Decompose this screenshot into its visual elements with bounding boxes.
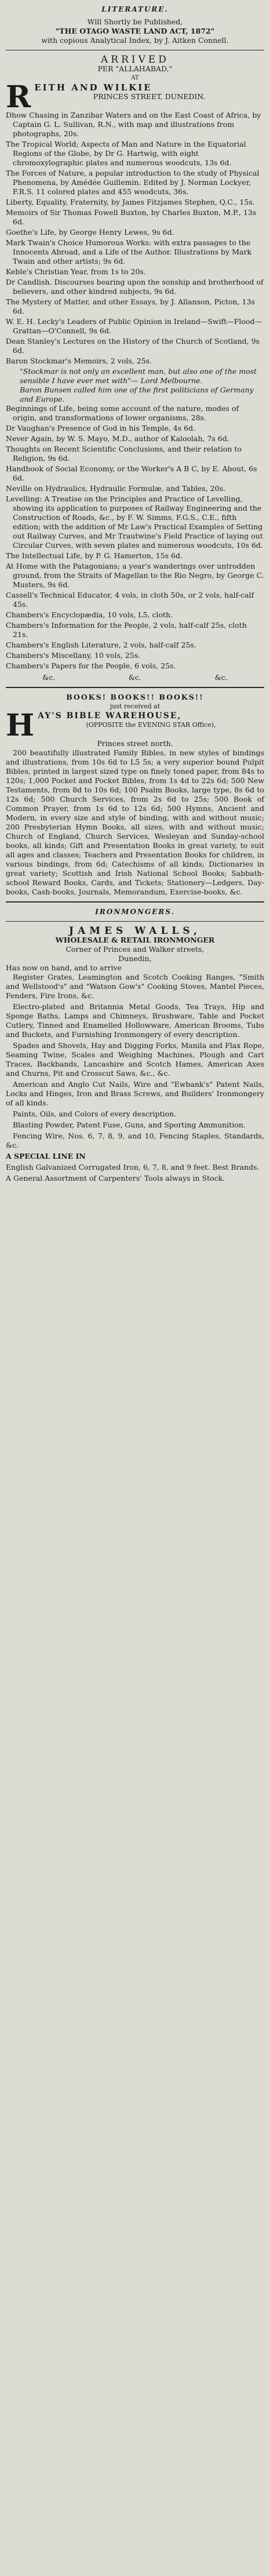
literature-heading: LITERATURE.: [101, 5, 169, 13]
book-item: Baron Stockmar's Memoirs, 2 vols, 25s.: [6, 356, 152, 365]
walls-has-now: Has now on hand, and to arrive: [6, 963, 122, 972]
book-item: Dr Vaughan's Presence of God in his Temple, 4s 6d.: [6, 424, 196, 432]
etc-mark: &c.: [214, 673, 228, 682]
book-item: The Forces of Nature, a popular introduction to the study of Physical Phenomena, by Amédée Guillemin. Edited by J. Norman Lockyer, F.R.S. 11 colored plates and 455 woodcuts, 36s.: [6, 169, 260, 196]
book-item: Beginnings of Life, being some account of the nature, modes of origin, and transformations of lower organisms, 28s.: [6, 404, 239, 422]
book-item: Never Again, by W. S. Mayo, M.D., author of Kaloolah, 7s 6d.: [6, 434, 229, 443]
bible-paragraph: 200 beautifully illustrated Family Bibles, in new styles of bindings and illustrations, from 10s 6d to L5 5s; a very superior bound Pulpit Bibles, printed in largest sized type on finely toned paper, from 84s to 120s; 1,000 Pocket and Pocket Bibles, from 1s 4d to 22s 6d; 500 New Testaments, from 8d to 10s 6d; 100 Psalm Books, large type, 8s 6d to 12s 6d; 500 Church Services, from 2s 6d to 25s; 500 Book of Common Prayer, from 1s 6d to 12s 6d; 500 Hymns, Ancient and Modern, in every size and style of binding, with and without music; 200 Presbyterian Hymn Books, all sizes, with and without music; Church of England, Church Services, Wesleyan and Sunday-school books, all kinds; Gift and Presentation Books in great variety, to suit all ages and classes; Teachers and Presentation Books for children, in various bindings, from 6d; Catechisms of all kinds; Dictionaries in great variety; Scottish and Irish National School Books; Sabbath-school Reward Books, Cards, and Tickets; Stationery—Ledgers, Day-books, Cash-books, Journals, Memorandum, Exercise-books, &c.: [6, 748, 264, 896]
arrived-label: ARRIVED: [101, 54, 169, 66]
book-item: Dr Candlish. Discourses bearing upon the sonship and brotherhood of believers, and other kindred subjects, 9s 6d.: [6, 278, 264, 296]
book-item: Keble's Christian Year, from 1s to 20s.: [6, 267, 146, 276]
book-list-2: [6, 404, 264, 671]
walls-body: [6, 973, 264, 1183]
bible-opposite: (OPPOSITE the EVENING STAR Office),: [86, 721, 216, 729]
book-item: The Intellectual Life, by P. G. Hamerton, 15s 6d.: [6, 551, 183, 560]
book-item: Neville on Hydraulics, Hydraulic Formulæ, and Tables, 20s.: [6, 484, 225, 493]
divider: [6, 921, 264, 922]
walls-paragraph: A General Assortment of Carpenters' Tools always in Stock.: [6, 1174, 225, 1183]
firm-address: PRINCES STREET, DUNEDIN.: [93, 92, 206, 101]
walls-paragraph: American and Anglo Cut Nails, Wire and "Ewbank's" Patent Nails, Locks and Hinges, Iron and Brass Screws, and Builders' Ironmongery of all kinds.: [6, 1080, 264, 1107]
book-item: Thoughts on Recent Scientific Conclusions, and their relation to Religion, 9s 6d.: [6, 445, 242, 463]
lit-intro: [6, 17, 264, 45]
walls-paragraph: Fencing Wire, Nos. 6, 7, 8, 9, and 10, Fencing Staples, Standards, &c.: [6, 1131, 264, 1149]
walls-paragraph: Spades and Shovels, Hay and Digging Forks, Manila and Flax Rope, Seaming Twine, Scales and Weighing Machines, Plough and Cart Traces, Backbands, Lancashire and Scotch Hames, American Axes and Churns, Pit and Crosscut Saws, &c., &c.: [6, 1041, 264, 1078]
walls-paragraph: Register Grates, Leamington and Scotch Cooking Ranges, "Smith and Wellstood's" and "Watson Gow's" Cooking Stoves, Mantel Pieces, Fenders, Fire Irons, &c.: [6, 973, 264, 1000]
book-item: Chambers's Encyclopædia, 10 vols, L5, cloth.: [6, 610, 173, 619]
firm-heading: [6, 79, 264, 115]
walls-paragraph: English Galvanized Corrugated Iron, 6, 7, 8, and 9 feet. Best Brands.: [6, 1163, 260, 1171]
book-item: Chambers's Miscellany, 10 vols, 25s.: [6, 651, 141, 660]
bible-firm-name: AY'S BIBLE WAREHOUSE,: [38, 711, 182, 721]
book-item: Chambers's Papers for the People, 6 vols, 25s.: [6, 661, 176, 670]
bible-dropcap: H: [6, 708, 35, 743]
walls-paragraph: Paints, Oils, and Colors of every description.: [13, 1109, 177, 1118]
walls-name: JAMES WALLS,: [69, 925, 201, 937]
walls-trade: WHOLESALE & RETAIL IRONMONGER: [55, 936, 215, 944]
book-item: At Home with the Patagonians; a year's wanderings over untrodden ground, from the Straits of Magellan to the Rio Negro, by George C. Musters, 9s 6d.: [6, 562, 264, 589]
etc-mark: &c.: [128, 673, 142, 682]
arrival-block: [6, 54, 264, 115]
etc-mark: &c.: [42, 673, 56, 682]
quote-attribution: Lord Melbourne.: [140, 376, 203, 385]
book-item: Liberty, Equality, Fraternity, by James Fitzjames Stephen, Q.C., 15s.: [6, 198, 255, 206]
divider: [6, 901, 264, 903]
book-item: Chambers's English Literature, 2 vols, half-calf 25s.: [6, 641, 196, 649]
book-item: Mark Twain's Choice Humorous Works: with extra passages to the Innocents Abroad, and a Life of the Author. Illustrations by Mark Twain and other artists; 9s 6d.: [6, 238, 252, 265]
book-item: Dhow Chasing in Zanzibar Waters and on the East Coast of Africa, by Captain G. L. Sullivan, R.N., with map and illustrations from photographs, 20s.: [6, 111, 261, 138]
walls-paragraph: Blasting Powder, Patent Fuse, Guns, and Sporting Ammunition.: [13, 1120, 246, 1129]
at-label: AT: [131, 75, 139, 81]
book-item: Dean Stanley's Lectures on the History of the Church of Scotland, 9s 6d.: [6, 337, 260, 355]
intro-line3: with copious Analytical Index, by J. Aitken Connell.: [41, 36, 229, 45]
book-item: Goethe's Life, by George Henry Lewes, 9s 6d.: [6, 228, 174, 237]
etc-row: [6, 673, 264, 682]
book-item: W. E. H. Lecky's Leaders of Public Opinion in Ireland—Swift—Flood—Grattan—O'Connell, 9s 6d.: [6, 317, 262, 335]
book-item: Levelling: A Treatise on the Principles and Practice of Levelling, showing its application to purposes of Railway Engineering and the Construction of Roads, &c., by F. W. Simms, F.G.S., C.E., fifth edition; with the addition of Mr Law's Practical Examples of Setting out Railway Curves, and Mr Trautwine's Field Practice of laying out Circular Curves, with seven plates and numerous woodcuts, 10s 6d.: [6, 494, 263, 550]
book-item: The Tropical World; Aspects of Man and Nature in the Equatorial Regions of the Globe, by Dr G. Hartwig, with eight chromoxylographic plates and numerous woodcuts, 13s 6d.: [6, 140, 246, 167]
bible-body: [6, 748, 264, 897]
just-received: just received at: [110, 703, 160, 710]
walls-special-line: A SPECIAL LINE IN: [6, 1152, 86, 1160]
walls-corner: Corner of Princes and Walker streets,: [65, 945, 205, 954]
quote-text2: Baron Bunsen called him one of the first politicians of Germany and Europe.: [20, 385, 254, 403]
book-item: The Mystery of Matter, and other Essays, by J. Allanson, Picton, 13s 6d.: [6, 297, 255, 315]
walls-paragraph: Electro-plated and Britannia Metal Goods, Tea Trays, Hip and Sponge Baths, Lamps and Chimneys, Brushware, Table and Pocket Cutlery, Tinned and Enamelled Hollowware, American Brooms, Tubs and Buckets, and Furnishing Ironmongery of every description.: [6, 1002, 264, 1039]
book-item: Handbook of Social Economy, or the Worker's A B C, by E. About, 6s 6d.: [6, 464, 257, 482]
book-item: Cassell's Technical Educator, 4 vols, in cloth 50s, or 2 vols, half-calf 45s.: [6, 591, 254, 609]
bible-warehouse-ad: [6, 693, 264, 897]
intro-line1: Will Shortly be Published,: [87, 17, 183, 26]
firm-dropcap: R: [6, 79, 31, 115]
book-list: [6, 111, 264, 366]
books-headline: BOOKS! BOOKS!! BOOKS!!: [66, 693, 204, 701]
firm-name: EITH AND WILKIE: [34, 82, 152, 93]
book-item: Memoirs of Sir Thomas Fowell Buxton, by Charles Buxton, M.P., 13s 6d.: [6, 208, 257, 226]
intro-line2: "THE OTAGO WASTE LAND ACT, 1872": [55, 27, 215, 35]
divider: [6, 687, 264, 688]
bible-firm-heading: [6, 708, 264, 743]
stockmar-quote: [6, 367, 264, 404]
walls-city: Dunedin,: [118, 954, 152, 963]
newspaper-column: [6, 0, 264, 1183]
per-ship: PER "ALLAHABAD,": [97, 64, 173, 73]
book-item: Chambers's Information for the People, 2 vols, half-calf 25s, cloth 21s.: [6, 621, 247, 639]
bible-street: Princes street north.: [97, 739, 173, 748]
quote-text: "Stockmar is not only an excellent man, but also one of the most sensible I have ever met with"—: [20, 367, 257, 385]
ironmongers-heading: IRONMONGERS.: [95, 908, 175, 916]
ironmongers-section: [6, 907, 264, 1183]
